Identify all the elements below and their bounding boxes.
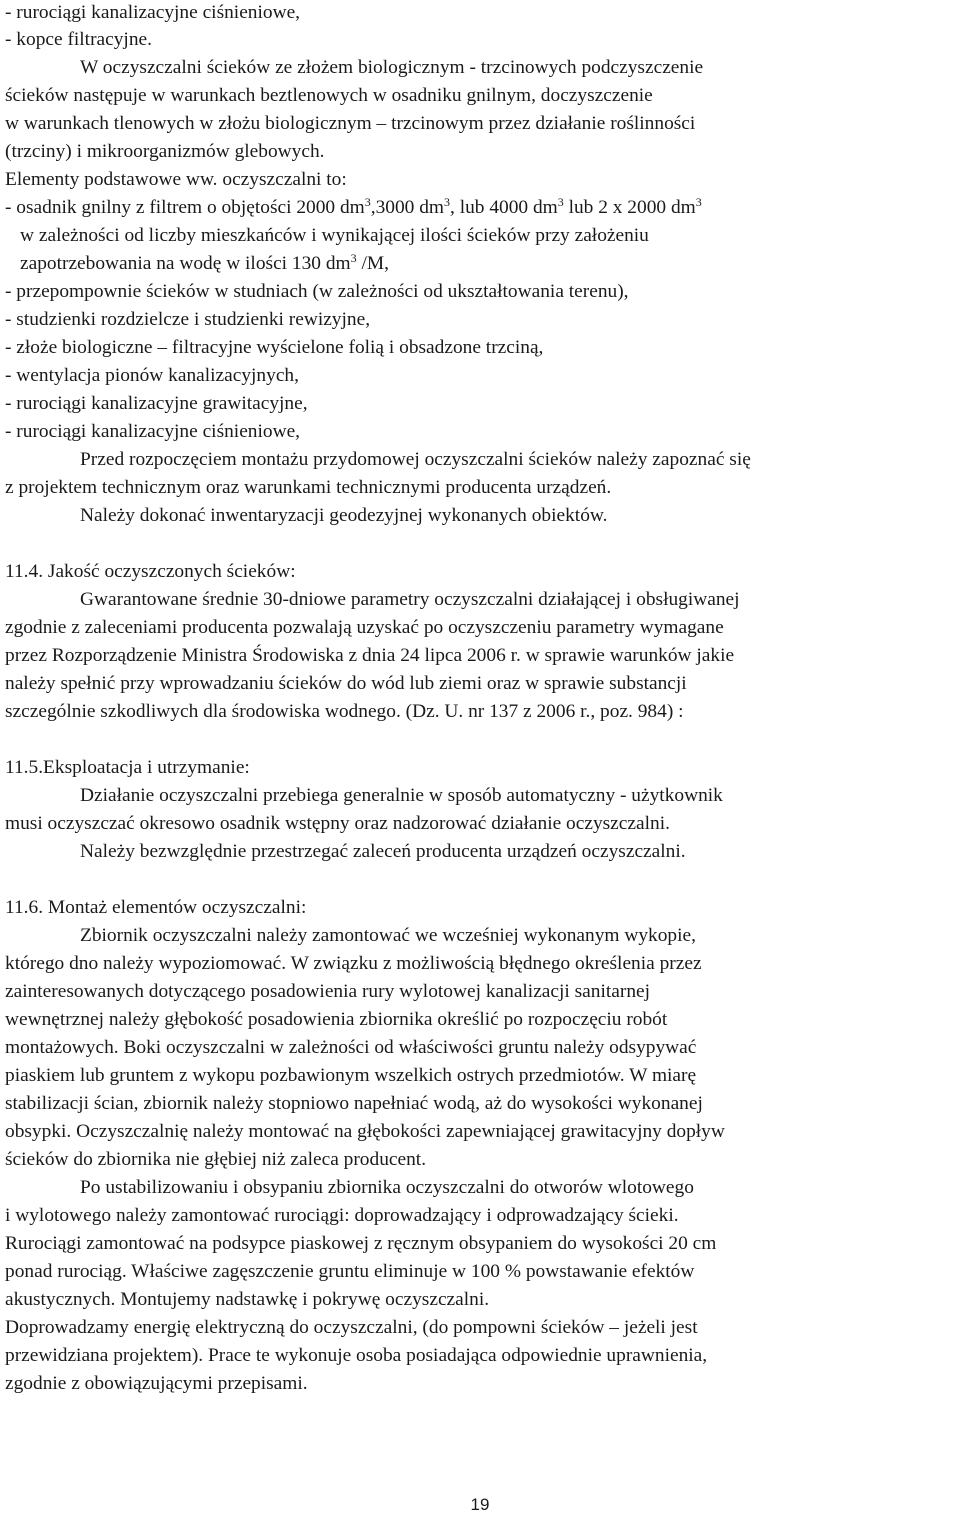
list-item: - rurociągi kanalizacyjne ciśnieniowe, (5, 2, 301, 23)
paragraph-line: przewidziana projektem). Prace te wykonuje osoba posiadająca odpowiednie uprawnienia, (5, 1345, 708, 1366)
paragraph-line: piaskiem lub gruntem z wykopu pozbawionym wszelkich ostrych przedmiotów. W miarę (5, 1065, 697, 1086)
paragraph-line: ponad rurociąg. Właściwe zagęszczenie gruntu eliminuje w 100 % powstawanie efektów (5, 1261, 695, 1282)
paragraph-line: Działanie oczyszczalni przebiega generalnie w sposób automatyczny - użytkownik (80, 785, 723, 806)
section-heading: 11.6. Montaż elementów oczyszczalni: (5, 897, 307, 918)
paragraph-line: Rurociągi zamontować na podsypce piaskowej z ręcznym obsypaniem do wysokości 20 cm (5, 1233, 717, 1254)
paragraph-line: akustycznych. Montujemy nadstawkę i pokrywę oczyszczalni. (5, 1289, 490, 1310)
paragraph-line: Należy bezwzględnie przestrzegać zaleceń producenta urządzeń oczyszczalni. (80, 841, 686, 862)
item-text: ,3000 dm (370, 197, 445, 218)
paragraph-line: Doprowadzamy energię elektryczną do oczyszczalni, (do pompowni ścieków – jeżeli jest (5, 1317, 698, 1338)
superscript: 3 (695, 195, 702, 209)
paragraph-line: ścieków następuje w warunkach beztlenowych w osadniku gnilnym, doczyszczenie (5, 85, 653, 106)
paragraph-line: Przed rozpoczęciem montażu przydomowej oczyszczalni ścieków należy zapoznać się (80, 449, 751, 470)
paragraph-line: Gwarantowane średnie 30-dniowe parametry oczyszczalni działającej i obsługiwanej (80, 589, 740, 610)
page-number: 19 (470, 1495, 490, 1514)
list-item: - przepompownie ścieków w studniach (w zależności od ukształtowania terenu), (5, 281, 629, 302)
paragraph-line: stabilizacji ścian, zbiornik należy stopniowo napełniać wodą, aż do wysokości wykonanej (5, 1093, 703, 1114)
paragraph-line: Należy dokonać inwentaryzacji geodezyjnej wykonanych obiektów. (80, 505, 608, 526)
paragraph-line: Zbiornik oczyszczalni należy zamontować we wcześniej wykonanym wykopie, (80, 925, 696, 946)
paragraph-line: szczególnie szkodliwych dla środowiska wodnego. (Dz. U. nr 137 z 2006 r., poz. 984) : (5, 701, 684, 722)
superscript: 3 (350, 251, 357, 265)
item-text: lub 2 x 2000 dm (563, 197, 696, 218)
paragraph-line: ścieków do zbiornika nie głębiej niż zaleca producent. (5, 1149, 427, 1170)
list-item: - wentylacja pionów kanalizacyjnych, (5, 365, 299, 386)
list-item: - kopce filtracyjne. (5, 29, 152, 50)
item-text: /M, (356, 253, 389, 274)
item-text: - osadnik gnilny z filtrem o objętości 2000 dm (5, 197, 365, 218)
superscript: 3 (444, 195, 451, 209)
section-heading: 11.4. Jakość oczyszczonych ścieków: (5, 561, 296, 582)
paragraph-line: zgodnie z obowiązującymi przepisami. (5, 1373, 308, 1394)
list-item-continuation (20, 251, 389, 274)
section-lead: Elementy podstawowe ww. oczyszczalni to: (5, 169, 347, 190)
list-item-continuation: w zależności od liczby mieszkańców i wynikającej ilości ścieków przy założeniu (20, 225, 649, 246)
paragraph-line: obsypki. Oczyszczalnię należy montować na głębokości zapewniającej grawitacyjny dopływ (5, 1121, 725, 1142)
paragraph-line: z projektem technicznym oraz warunkami technicznymi producenta urządzeń. (5, 477, 612, 498)
list-item: - rurociągi kanalizacyjne ciśnieniowe, (5, 421, 301, 442)
paragraph-line: należy spełnić przy wprowadzaniu ścieków do wód lub ziemi oraz w sprawie substancji (5, 673, 687, 694)
paragraph-line: którego dno należy wypoziomować. W związku z możliwością błędnego określenia przez (5, 953, 702, 974)
item-text: , lub 4000 dm (450, 197, 558, 218)
paragraph-line: wewnętrznej należy głębokość posadowienia zbiornika określić po rozpoczęciu robót (5, 1009, 668, 1030)
superscript: 3 (557, 195, 564, 209)
superscript: 3 (364, 195, 371, 209)
paragraph-line: przez Rozporządzenie Ministra Środowiska z dnia 24 lipca 2006 r. w sprawie warunków jakie (5, 645, 735, 666)
list-item: - studzienki rozdzielcze i studzienki rewizyjne, (5, 309, 371, 330)
list-item (5, 195, 702, 218)
paragraph-line: (trzciny) i mikroorganizmów glebowych. (5, 141, 325, 162)
paragraph-line: Po ustabilizowaniu i obsypaniu zbiornika oczyszczalni do otworów wlotowego (80, 1177, 694, 1198)
list-item: - złoże biologiczne – filtracyjne wyścielone folią i obsadzone trzciną, (5, 337, 544, 358)
paragraph-line: montażowych. Boki oczyszczalni w zależności od właściwości gruntu należy odsypywać (5, 1037, 697, 1058)
list-item: - rurociągi kanalizacyjne grawitacyjne, (5, 393, 308, 414)
section-heading: 11.5.Eksploatacja i utrzymanie: (5, 757, 250, 778)
paragraph-line: zgodnie z zaleceniami producenta pozwalają uzyskać po oczyszczeniu parametry wymagane (5, 617, 724, 638)
paragraph-line: musi oczyszczać okresowo osadnik wstępny oraz nadzorować działanie oczyszczalni. (5, 813, 670, 834)
paragraph-line: w warunkach tlenowych w złożu biologicznym – trzcinowym przez działanie roślinności (5, 113, 696, 134)
paragraph-line: W oczyszczalni ścieków ze złożem biologicznym - trzcinowych podczyszczenie (80, 57, 704, 78)
item-text: zapotrzebowania na wodę w ilości 130 dm (20, 253, 351, 274)
paragraph-line: zainteresowanych dotyczącego posadowienia rury wylotowej kanalizacji sanitarnej (5, 981, 651, 1002)
paragraph-line: i wylotowego należy zamontować rurociągi: doprowadzający i odprowadzający ścieki. (5, 1205, 679, 1226)
